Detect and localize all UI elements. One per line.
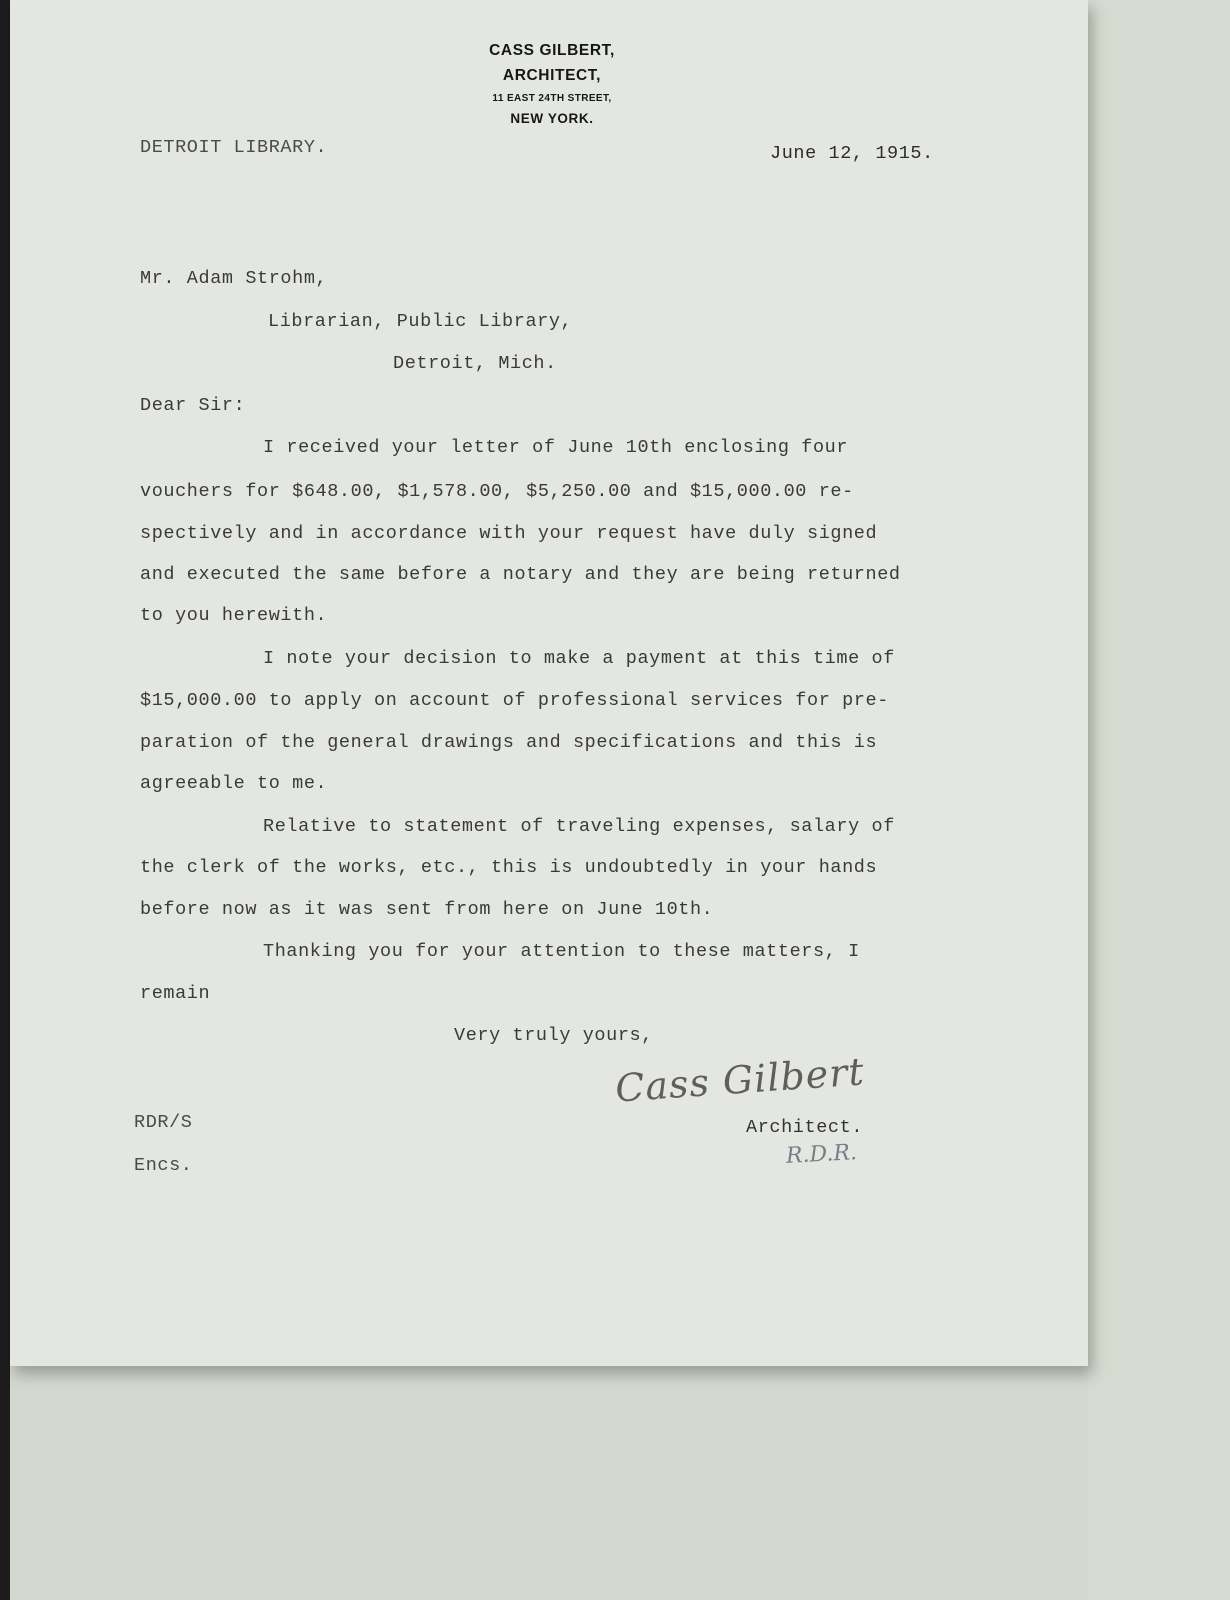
body-line: and executed the same before a notary and they are being returned bbox=[140, 564, 901, 585]
handwritten-initials: R.D.R. bbox=[785, 1140, 858, 1169]
body-line: Relative to statement of traveling expenses, salary of bbox=[263, 816, 895, 837]
letter-date: June 12, 1915. bbox=[770, 143, 934, 164]
address-line-3: Detroit, Mich. bbox=[393, 353, 557, 374]
body-line: paration of the general drawings and specifications and this is bbox=[140, 732, 878, 753]
complimentary-close: Very truly yours, bbox=[454, 1025, 653, 1046]
letterhead-street: 11 EAST 24TH STREET, bbox=[492, 93, 612, 104]
body-line: $15,000.00 to apply on account of professional services for pre- bbox=[140, 690, 889, 711]
letterhead-name: CASS GILBERT, bbox=[489, 42, 615, 59]
letter-page bbox=[10, 0, 1088, 1366]
body-line: agreeable to me. bbox=[140, 773, 328, 794]
address-line-1: Mr. Adam Strohm, bbox=[140, 268, 328, 289]
letterhead-title: ARCHITECT, bbox=[502, 67, 602, 84]
body-line: vouchers for $648.00, $1,578.00, $5,250.00 and $15,000.00 re- bbox=[140, 481, 854, 502]
body-line: I note your decision to make a payment at this time of bbox=[263, 648, 895, 669]
signer-title: Architect. bbox=[746, 1117, 864, 1138]
body-line: to you herewith. bbox=[140, 605, 328, 626]
salutation: Dear Sir: bbox=[140, 395, 246, 416]
body-line: before now as it was sent from here on June 10th. bbox=[140, 899, 714, 920]
body-line: remain bbox=[140, 983, 211, 1004]
body-line: spectively and in accordance with your request have duly signed bbox=[140, 523, 878, 544]
body-line: Thanking you for your attention to these matters, I bbox=[263, 941, 860, 962]
body-line: the clerk of the works, etc., this is undoubtedly in your hands bbox=[140, 857, 878, 878]
scan-left-edge bbox=[0, 0, 10, 1600]
enclosures-note: Encs. bbox=[134, 1155, 193, 1176]
letterhead-city: NEW YORK. bbox=[510, 111, 594, 126]
body-line: I received your letter of June 10th enclosing four bbox=[263, 437, 849, 458]
handwritten-signature: Cass Gilbert bbox=[613, 1049, 866, 1111]
file-label: DETROIT LIBRARY. bbox=[140, 137, 328, 158]
address-line-2: Librarian, Public Library, bbox=[268, 311, 573, 332]
scan-background bbox=[1088, 0, 1230, 1600]
reference-initials: RDR/S bbox=[134, 1112, 193, 1133]
